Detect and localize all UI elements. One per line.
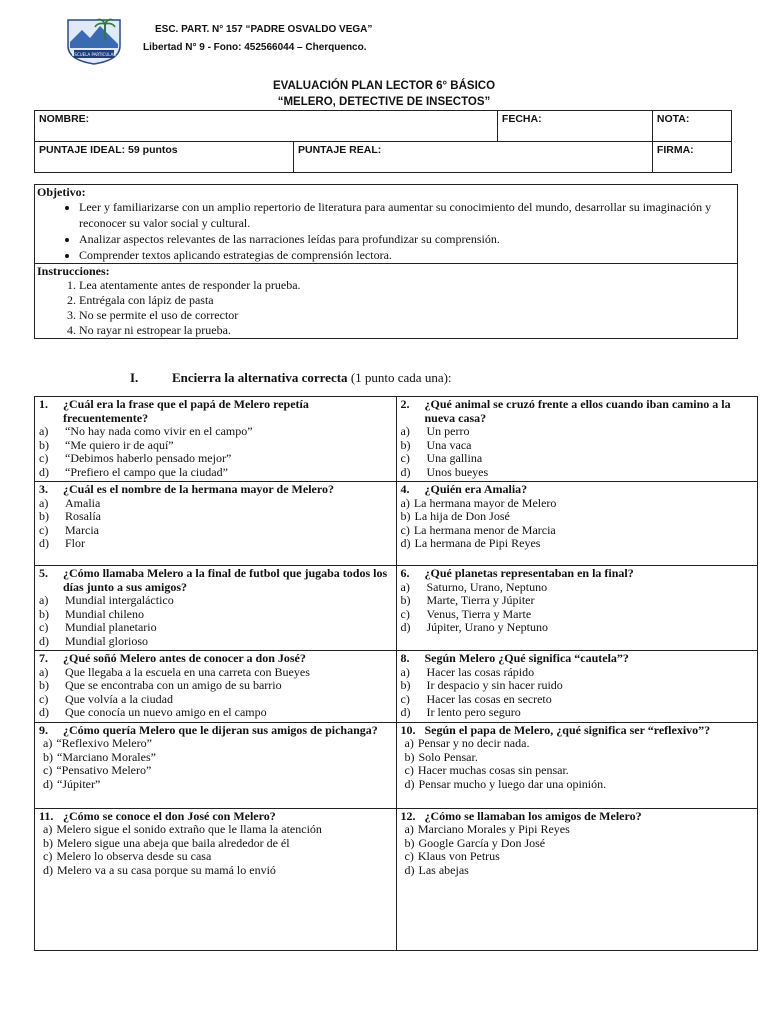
question-cell: 11. ¿Cómo se conoce el don José con Melero? a) Melero sigue el sonido extraño que le llama la atención b) Melero sigue una abeja que baila alrededor de él c) Melero lo observa desde su casa d) Melero va a su casa porque su mamá lo envió (35, 808, 397, 950)
question-text: ¿Cuál es el nombre de la hermana mayor de Melero? (63, 482, 334, 496)
question-cell: 6. ¿Qué planetas representaban en la final? a) Saturno, Urano, Neptuno b) Marte, Tierra y Júpiter c) Venus, Tierra y Marte d) Júpiter, Urano y Neptuno (396, 566, 758, 651)
question-text: Según Melero ¿Qué significa “cautela”? (424, 651, 629, 665)
answer-option[interactable]: d) Júpiter, Urano y Neptuno (400, 620, 548, 634)
question-cell: 12. ¿Cómo se llamaban los amigos de Melero? a) Marciano Morales y Pipi Reyes b) Google García y Don José c) Klaus von Petrus d) Las abejas (396, 808, 758, 950)
section-title: Encierra la alternativa correcta (172, 370, 348, 385)
name-field[interactable]: NOMBRE: (35, 111, 498, 142)
question-cell: 4. ¿Quién era Amalia? a) La hermana mayor de Melero b) La hija de Don José c) La hermana menor de Marcia d) La hermana de Pipi Reyes (396, 482, 758, 566)
answer-option[interactable]: a) Mundial intergaláctico (39, 593, 174, 607)
real-score-field[interactable]: PUNTAJE REAL: (294, 142, 653, 173)
answer-option[interactable]: a) Hacer las cosas rápido (400, 664, 535, 679)
answer-option[interactable]: a) “Reflexivo Melero” (43, 736, 152, 750)
questions-table (34, 396, 758, 951)
answer-option[interactable]: c) Que volvía a la ciudad (39, 691, 173, 706)
answer-option[interactable]: d) La hermana de Pipi Reyes (400, 536, 541, 550)
instruction-item: 1. Lea atentamente antes de responder la prueba. (79, 278, 735, 293)
answer-option[interactable]: d) Melero va a su casa porque su mamá lo envió (43, 862, 276, 877)
answer-option[interactable]: b) Que se encontraba con un amigo de su barrio (39, 678, 282, 692)
answer-option[interactable]: b) Solo Pensar. (404, 749, 478, 764)
answer-option[interactable]: b) “Marciano Morales” (43, 749, 156, 764)
answer-option[interactable]: c) Hacer muchas cosas sin pensar. (404, 763, 569, 777)
answer-option[interactable]: b) Mundial chileno (39, 606, 144, 621)
logo-label: ESCUELA PARTICULAR (71, 52, 117, 57)
answer-option[interactable]: b) Ir despacio y sin hacer ruido (400, 678, 563, 692)
answer-option[interactable]: b) Marte, Tierra y Júpiter (400, 593, 535, 607)
answer-option[interactable]: a) Saturno, Urano, Neptuno (400, 579, 548, 594)
answer-option[interactable]: a) Marciano Morales y Pipi Reyes (404, 822, 570, 836)
question-cell: 8. Según Melero ¿Qué significa “cautela”? a) Hacer las cosas rápido b) Ir despacio y sin hacer ruido c) Hacer las cosas en secreto d) Ir lento pero seguro (396, 651, 758, 723)
question-text: ¿Qué planetas representaban en la final? (424, 566, 634, 580)
school-name: ESC. PART. N° 157 “PADRE OSVALDO VEGA” (155, 24, 373, 35)
answer-option[interactable]: c) Marcia (39, 522, 99, 537)
question-text: Según el papa de Melero, ¿qué significa ser “reflexivo”? (424, 722, 711, 737)
question-cell: 2. ¿Qué animal se cruzó frente a ellos cuando iban camino a la nueva casa? a) Un perro b) Una vaca c) Una gallina d) Unos bueyes (396, 397, 758, 482)
question-text: ¿Cómo quería Melero que le dijeran sus amigos de pichanga? (63, 722, 378, 737)
question-cell: 7. ¿Qué soñó Melero antes de conocer a don José? a) Que llegaba a la escuela en una carreta con Bueyes b) Que se encontraba con un amigo de su barrio c) Que volvía a la ciudad d) Que conocía un nuevo amigo en el campo (35, 651, 397, 723)
answer-option[interactable]: a) Amalia (39, 495, 101, 510)
question-text: ¿Qué soñó Melero antes de conocer a don José? (63, 651, 306, 665)
answer-option[interactable]: c) Hacer las cosas en secreto (400, 691, 552, 706)
answer-option[interactable]: a) Un perro (400, 424, 470, 438)
objectives-instructions-box (34, 184, 738, 339)
objective-section (35, 185, 737, 263)
question-cell: 9. ¿Cómo quería Melero que le dijeran sus amigos de pichanga? a) “Reflexivo Melero” b) “Marciano Morales” c) “Pensativo Melero” d) “Júpiter” (35, 722, 397, 808)
page-title: EVALUACIÓN PLAN LECTOR 6° BÁSICO (272, 80, 496, 92)
question-cell: 5. ¿Cómo llamaba Melero a la final de futbol que jugaba todos los días junto a sus amigos? a) Mundial intergaláctico b) Mundial chileno c) Mundial planetario d) Mundial glorioso (35, 566, 397, 651)
answer-option[interactable]: b) Melero sigue una abeja que baila alrededor de él (43, 835, 290, 850)
section-number: I. (130, 370, 139, 385)
answer-option[interactable]: b) La hija de Don José (400, 509, 510, 523)
answer-option[interactable]: a) Que llegaba a la escuela en una carreta con Bueyes (39, 664, 310, 679)
ideal-score-field: PUNTAJE IDEAL: 59 puntos (35, 142, 294, 173)
school-address: Libertad N° 9 - Fono: 452566044 – Cherquenco. (143, 42, 367, 53)
answer-option[interactable]: b) Rosalía (39, 509, 101, 523)
answer-option[interactable]: b) Google García y Don José (404, 835, 546, 850)
answer-option[interactable]: a) Pensar y no decir nada. (404, 736, 530, 750)
answer-option[interactable]: c) Klaus von Petrus (404, 849, 500, 863)
answer-option[interactable]: d) Mundial glorioso (39, 633, 148, 648)
signature-field[interactable]: FIRMA: (652, 142, 731, 173)
question-text: ¿Quién era Amalia? (424, 482, 528, 496)
instruction-item: 4. No rayar ni estropear la prueba. (79, 323, 735, 338)
answer-option[interactable]: d) Ir lento pero seguro (400, 705, 521, 719)
instructions-label: Instrucciones: (37, 264, 110, 278)
answer-option[interactable]: c) “Debimos haberlo pensado mejor” (39, 451, 232, 465)
instruction-item: 3. No se permite el uso de corrector (79, 308, 735, 323)
objective-item: • Analizar aspectos relevantes de las narraciones leídas para profundizar su comprensión. (79, 231, 735, 247)
instructions-list (37, 278, 735, 338)
answer-option[interactable]: c) La hermana menor de Marcia (400, 522, 556, 537)
answer-option[interactable]: d) Unos bueyes (400, 464, 489, 479)
date-field[interactable]: FECHA: (497, 111, 652, 142)
instructions-section (35, 263, 737, 338)
question-text: ¿Cómo llamaba Melero a la final de futbol que jugaba todos los días junto a sus amigos? (63, 566, 388, 594)
answer-option[interactable]: c) Mundial planetario (39, 620, 157, 634)
answer-option[interactable]: a) La hermana mayor de Melero (400, 495, 557, 510)
answer-option[interactable]: b) Una vaca (400, 437, 472, 452)
answer-option[interactable]: a) Melero sigue el sonido extraño que le llama la atención (43, 822, 322, 836)
section-heading (130, 370, 452, 386)
answer-option[interactable]: c) Venus, Tierra y Marte (400, 606, 532, 621)
school-crest-icon (64, 16, 124, 66)
objective-item: • Leer y familiarizarse con un amplio repertorio de literatura para aumentar su conocimiento del mundo, desarrollar su imaginación y reconocer su valor social y cultural. (79, 199, 735, 231)
grade-field[interactable]: NOTA: (652, 111, 731, 142)
objective-item: • Comprender textos aplicando estrategias de comprensión lectora. (79, 247, 735, 263)
answer-option[interactable]: d) Flor (39, 536, 86, 550)
answer-option[interactable]: d) “Júpiter” (43, 776, 101, 791)
answer-option[interactable]: c) “Pensativo Melero” (43, 763, 152, 777)
question-text: ¿Cuál era la frase que el papá de Melero repetía frecuentemente? (63, 397, 309, 425)
question-cell: 1. ¿Cuál era la frase que el papá de Melero repetía frecuentemente? a) “No hay nada como vivir en el campo” b) “Me quiero ir de aquí” c) “Debimos haberlo pensado mejor” d) “Prefiero el campo que la ciudad” (35, 397, 397, 482)
answer-option[interactable]: a) “No hay nada como vivir en el campo” (39, 424, 253, 438)
question-text: ¿Cómo se llamaban los amigos de Melero? (424, 808, 642, 823)
answer-option[interactable]: c) Una gallina (400, 451, 483, 465)
question-text: ¿Cómo se conoce el don José con Melero? (63, 808, 276, 823)
answer-option[interactable]: c) Melero lo observa desde su casa (43, 849, 212, 863)
page-subtitle: “MELERO, DETECTIVE DE INSECTOS” (277, 96, 491, 108)
answer-option[interactable]: b) “Me quiero ir de aquí” (39, 437, 174, 452)
section-note: (1 punto cada una): (350, 370, 452, 385)
answer-option[interactable]: d) Pensar mucho y luego dar una opinión. (404, 776, 607, 791)
answer-option[interactable]: d) “Prefiero el campo que la ciudad” (39, 464, 228, 479)
answer-option[interactable]: d) Que conocía un nuevo amigo en el campo (39, 705, 267, 719)
answer-option[interactable]: d) Las abejas (404, 862, 469, 877)
question-cell: 3. ¿Cuál es el nombre de la hermana mayor de Melero? a) Amalia b) Rosalía c) Marcia d) Flor (35, 482, 397, 566)
objective-list (37, 199, 735, 263)
objective-label: Objetivo: (37, 185, 86, 199)
student-info-table (34, 110, 732, 173)
instruction-item: 2. Entrégala con lápiz de pasta (79, 293, 735, 308)
question-cell: 10. Según el papa de Melero, ¿qué significa ser “reflexivo”? a) Pensar y no decir nada. b) Solo Pensar. c) Hacer muchas cosas sin pensar. d) Pensar mucho y luego dar una opinión. (396, 722, 758, 808)
question-text: ¿Qué animal se cruzó frente a ellos cuando iban camino a la nueva casa? (424, 397, 731, 425)
